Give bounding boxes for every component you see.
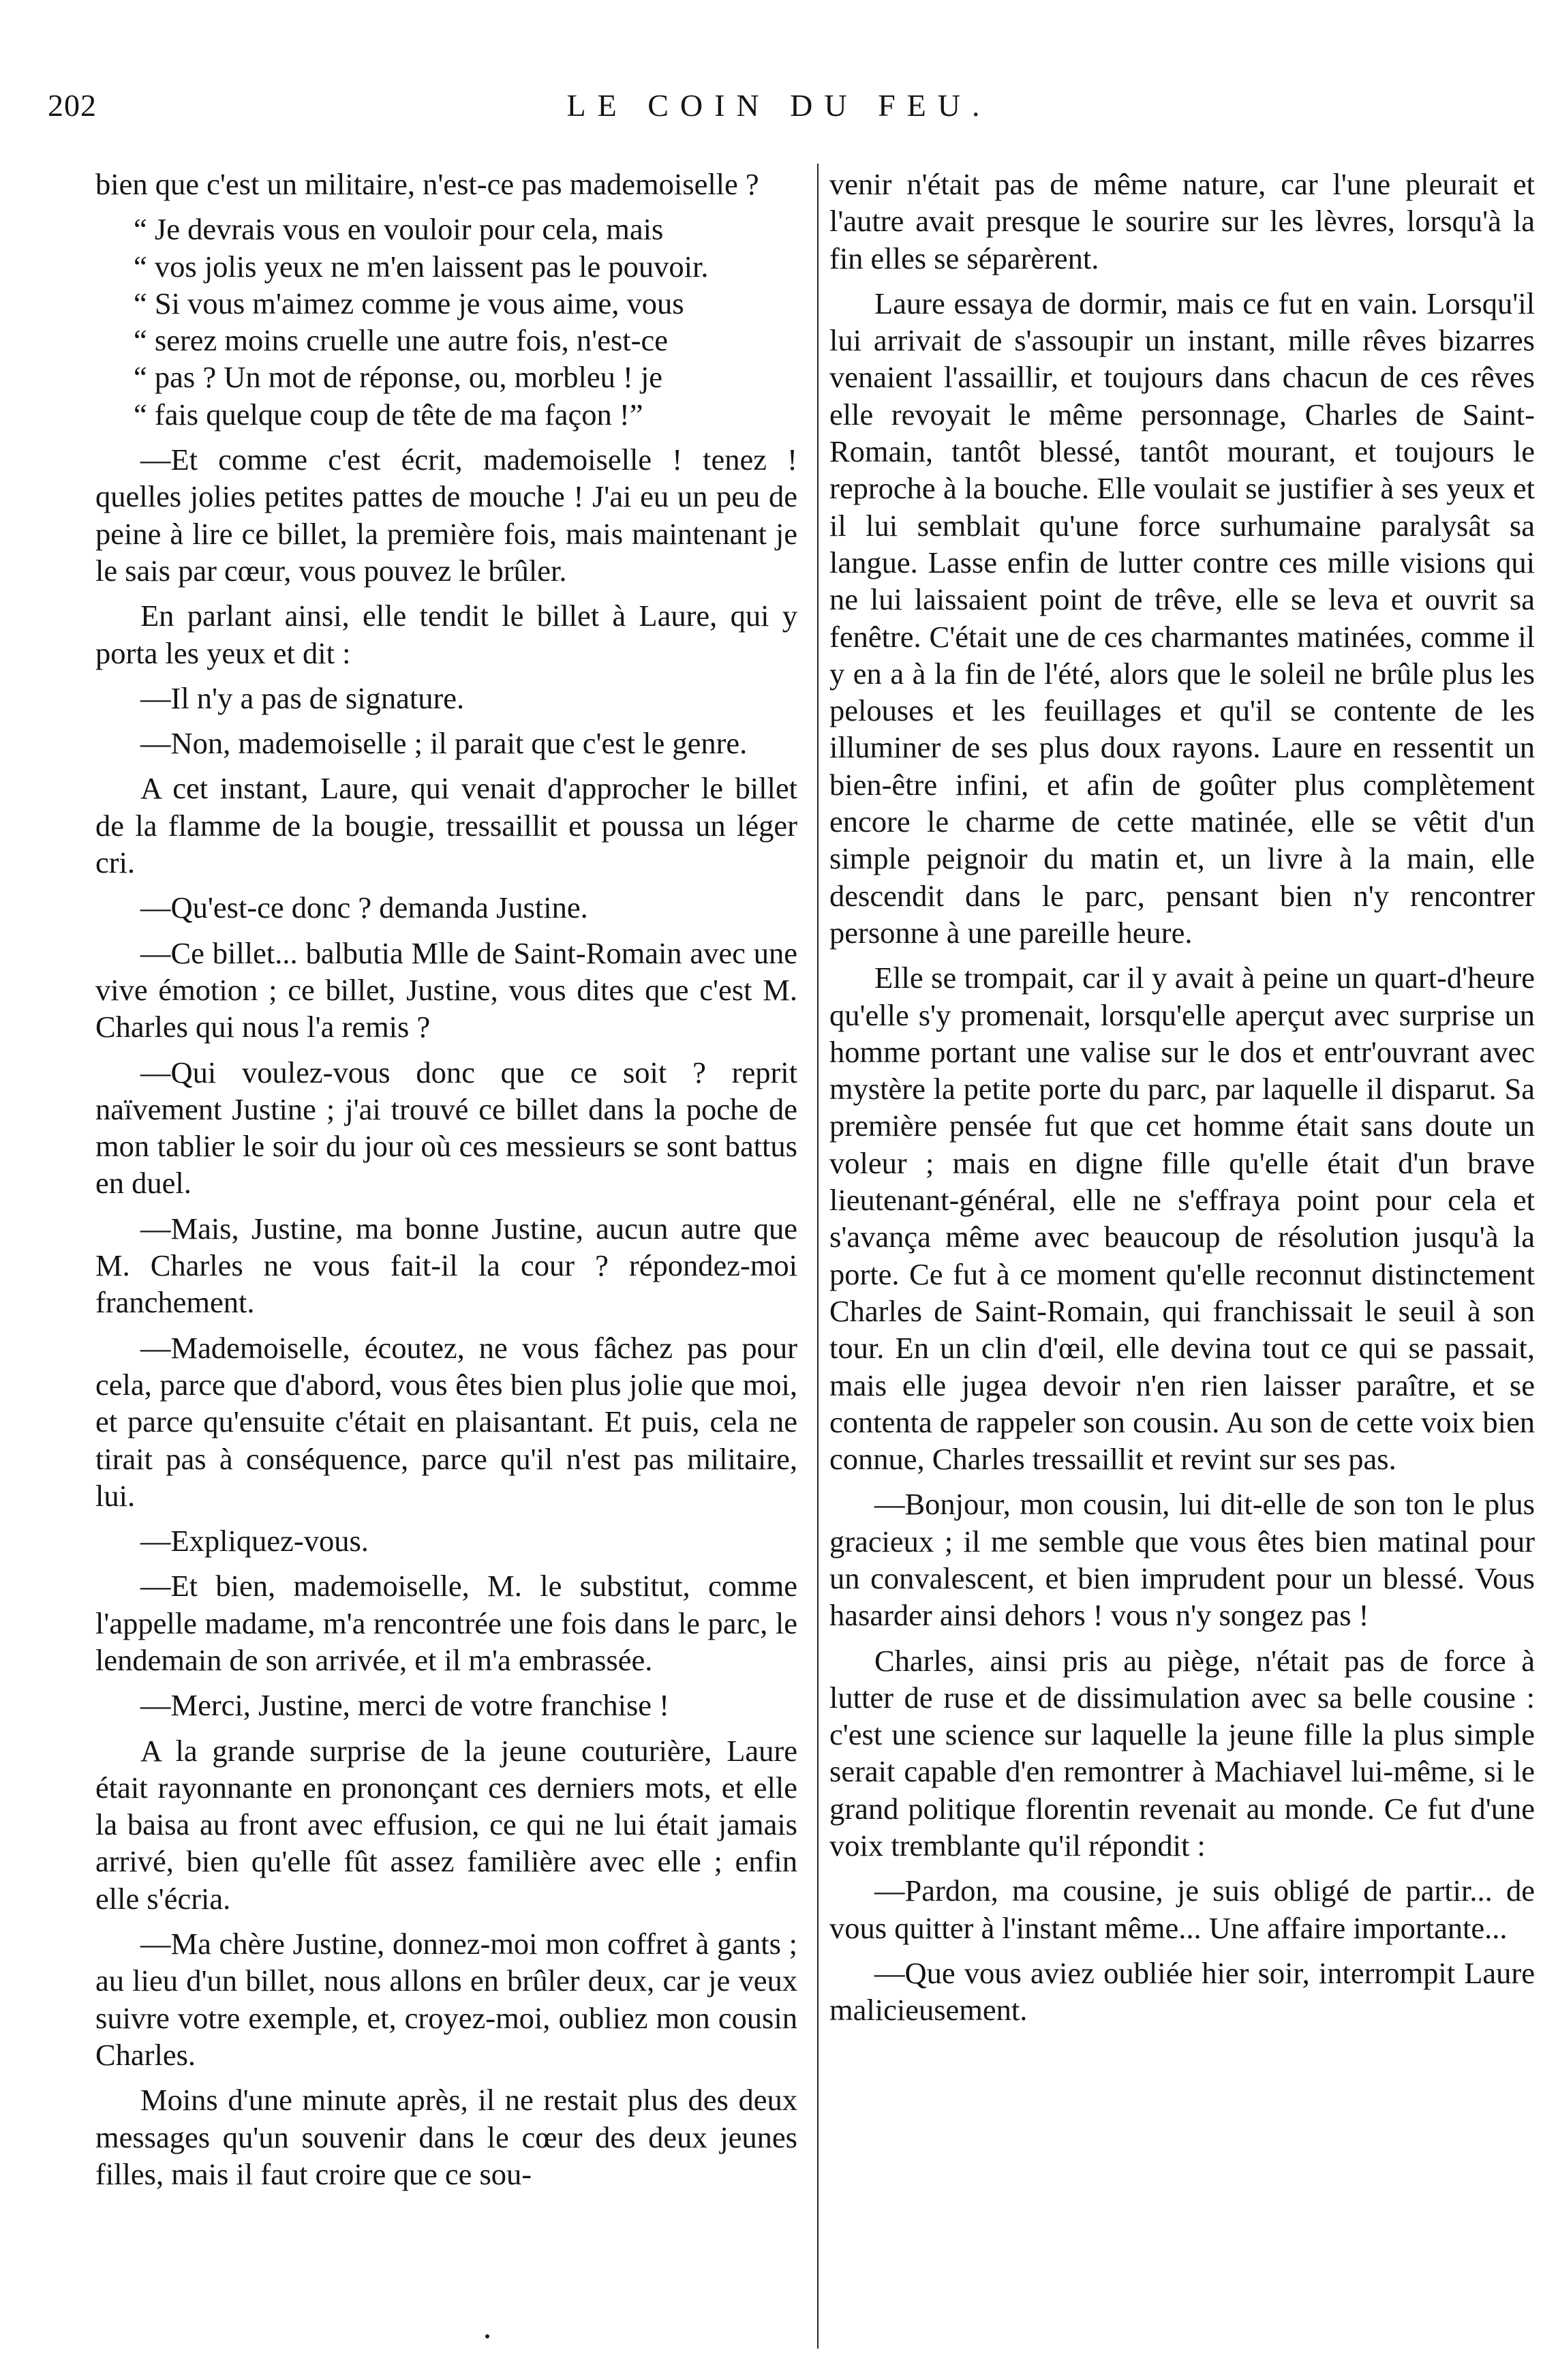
paragraph: A cet instant, Laure, qui venait d'approcher le billet de la flamme de la bougie, tressaillit et poussa un léger cri. bbox=[95, 771, 797, 880]
paragraph: —Mademoiselle, écoutez, ne vous fâchez pas pour cela, parce que d'abord, vous êtes bien plus jolie que moi, et parce qu'ensuite c'était en plaisantant. Et puis, cela ne tirait pas à conséquence, parce qu'il n'est pas militaire, lui. bbox=[95, 1330, 797, 1513]
paragraph: Laure essaya de dormir, mais ce fut en vain. Lorsqu'il lui arrivait de s'assoupir un instant, mille rêves bizarres venaient l'assaillir, et toujours dans chacun de ces rêves elle revoyait le même personnage, Charles de Saint-Romain, tantôt blessé, tantôt mourant, et toujours le reproche à la bouche. Elle voulait se justifier à ses yeux et il lui semblait qu'une force surhumaine paralysât sa langue. Lasse enfin de lutter contre ces mille visions qui ne lui laissaient point de trêve, elle se leva et ouvrit sa fenêtre. C'était une de ces charmantes matinées, comme il y en a à la fin de l'été, alors que le soleil ne brûle plus les pelouses et les feuillages et qu'il se contente de les illuminer de ses plus doux rayons. Laure en ressentit un bien-être infini, et afin de goûter plus complètement encore le charme de cette matinée, elle se vêtit d'un simple peignoir du matin et, un livre à la main, elle descendit dans le parc, pensant bien n'y rencontrer personne à une pareille heure. bbox=[829, 286, 1535, 950]
paragraph: —Et bien, mademoiselle, M. le substitut, comme l'appelle madame, m'a rencontrée une fois dans le parc, le lendemain de son arrivée, et il m'a embrassée. bbox=[95, 1569, 797, 1677]
paragraph: —Non, mademoiselle ; il parait que c'est le genre. bbox=[140, 726, 748, 761]
column-divider bbox=[817, 164, 819, 2349]
paragraph: —Qui voulez-vous donc que ce soit ? reprit naïvement Justine ; j'ai trouvé ce billet dans la poche de mon tablier le soir du jour où ces messieurs se sont battus en duel. bbox=[95, 1055, 797, 1201]
paragraph: —Que vous aviez oubliée hier soir, interrompit Laure malicieusement. bbox=[829, 1955, 1535, 2028]
paragraph: —Et comme c'est écrit, mademoiselle ! tenez ! quelles jolies petites pattes de mouche ! J'ai eu un peu de peine à lire ce billet, la première fois, mais maintenant je le sais par cœur, vous pouvez le brûler. bbox=[95, 442, 797, 588]
letter-verse-line: “ vos jolis yeux ne m'en laissent pas le pouvoir. bbox=[134, 249, 709, 284]
paragraph: —Il n'y a pas de signature. bbox=[140, 680, 465, 715]
letter-verse-line: “ pas ? Un mot de réponse, ou, morbleu ! je bbox=[134, 360, 663, 395]
paragraph: venir n'était pas de même nature, car l'une pleurait et l'autre avait presque le sourire sur les lèvres, lorsqu'à la fin elles se séparèrent. bbox=[829, 167, 1535, 275]
paragraph: —Bonjour, mon cousin, lui dit-elle de son ton le plus gracieux ; il me semble que vous êtes bien matinal pour un convalescent, et bien imprudent pour un blessé. Vous hasarder ainsi dehors ! vous n'y songez pas ! bbox=[829, 1487, 1535, 1633]
paragraph: —Merci, Justine, merci de votre franchise ! bbox=[140, 1688, 669, 1723]
paragraph: Moins d'une minute après, il ne restait plus des deux messages qu'un souvenir dans le cœur des deux jeunes filles, mais il faut croire que ce sou- bbox=[95, 2083, 797, 2191]
letter-verse-line: “ Je devrais vous en vouloir pour cela, mais bbox=[134, 212, 664, 247]
paragraph: En parlant ainsi, elle tendit le billet à Laure, qui y porta les yeux et dit : bbox=[95, 599, 797, 670]
paragraph: —Mais, Justine, ma bonne Justine, aucun autre que M. Charles ne vous fait-il la cour ? répondez-moi franchement. bbox=[95, 1211, 797, 1320]
paragraph: —Ma chère Justine, donnez-moi mon coffret à gants ; au lieu d'un billet, nous allons en brûler deux, car je veux suivre votre exemple, et, croyez-moi, oubliez mon cousin Charles. bbox=[95, 1927, 797, 2072]
letter-verse-line: “ serez moins cruelle une autre fois, n'est-ce bbox=[134, 323, 668, 358]
paragraph: —Ce billet... balbutia Mlle de Saint-Romain avec une vive émotion ; ce billet, Justine, vous dites que c'est M. Charles qui nous l'a remis ? bbox=[95, 935, 797, 1044]
paragraph: Charles, ainsi pris au piège, n'était pas de force à lutter de ruse et de dissimulation avec sa belle cousine : c'est une science sur laquelle la jeune fille la plus simple serait capable d'en remontrer à Machiavel lui-même, si le grand politique florentin revenait au monde. Ce fut d'une voix tremblante qu'il répondit : bbox=[829, 1643, 1535, 1863]
running-title: LE COIN DU FEU. bbox=[566, 88, 992, 123]
paragraph: A la grande surprise de la jeune couturière, Laure était rayonnante en prononçant ces derniers mots, et elle la baisa au front avec effusion, ce qui ne lui était jamais arrivé, bien qu'elle fût assez familière avec elle ; enfin elle s'écria. bbox=[95, 1733, 797, 1916]
letter-verse-line: “ fais quelque coup de tête de ma façon !” bbox=[134, 397, 643, 432]
paragraph: —Qu'est-ce donc ? demanda Justine. bbox=[140, 890, 588, 925]
page-number: 202 bbox=[48, 88, 97, 123]
paragraph: Elle se trompait, car il y avait à peine un quart-d'heure qu'elle s'y promenait, lorsqu'elle aperçut avec surprise un homme portant une valise sur le dos et entr'ouvrant avec mystère la petite porte du parc, par laquelle il disparut. Sa première pensée fut que cet homme était sans doute un voleur ; mais en digne fille qu'elle était d'un brave lieutenant-général, elle ne s'effraya point pour cela et s'avança même avec beaucoup de résolution jusqu'à la porte. Ce fut à ce moment qu'elle reconnut distinctement Charles de Saint-Romain, qui franchissait le seuil à son tour. En un clin d'œil, elle devina tout ce qui se passait, mais elle jugea devoir n'en rien laisser paraître, et se contenta de rappeler son cousin. Au son de cette voix bien connue, Charles tressaillit et revint sur ses pas. bbox=[829, 961, 1535, 1477]
letter-verse-line: “ Si vous m'aimez comme je vous aime, vous bbox=[134, 286, 684, 320]
printer-mark bbox=[485, 2334, 489, 2338]
paragraph: —Pardon, ma cousine, je suis obligé de partir... de vous quitter à l'instant même... Une affaire importante... bbox=[829, 1873, 1535, 1945]
left-column bbox=[95, 166, 797, 2201]
right-column bbox=[829, 166, 1535, 2037]
paragraph: —Expliquez-vous. bbox=[140, 1524, 369, 1558]
paragraph: bien que c'est un militaire, n'est-ce pas mademoiselle ? bbox=[95, 167, 759, 201]
